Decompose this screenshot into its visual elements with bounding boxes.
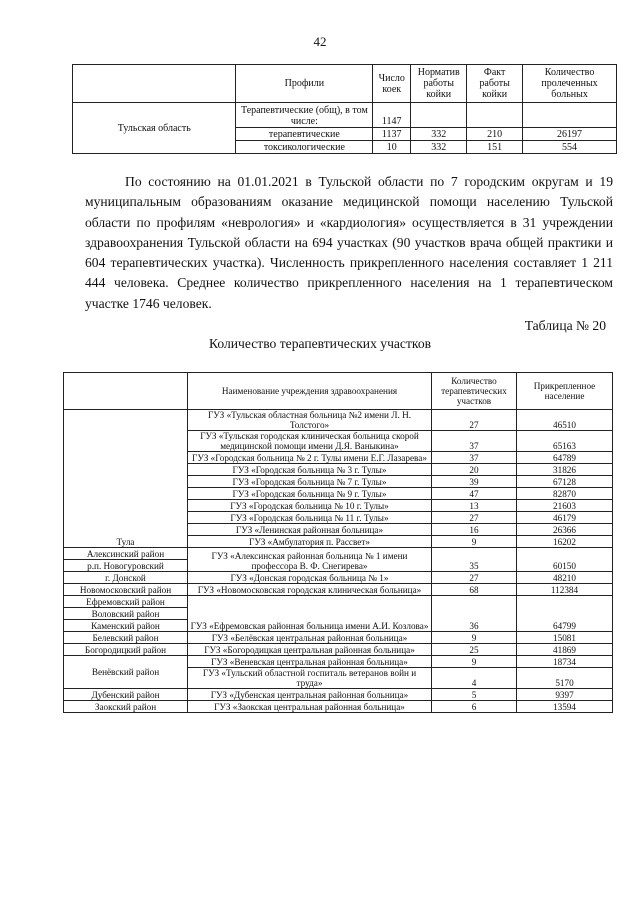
sections-cell: 35	[432, 548, 517, 572]
sections-cell: 9	[432, 632, 517, 644]
header-cell: Число коек	[373, 65, 411, 103]
population-cell: 16202	[517, 536, 613, 548]
population-cell: 64799	[517, 596, 613, 632]
org-cell: ГУЗ «Городская больница № 2 г. Тулы имени Е.Г. Лазарева»	[188, 452, 432, 464]
population-cell: 64789	[517, 452, 613, 464]
fact-cell: 151	[467, 141, 523, 154]
beds-cell: 1137	[373, 128, 411, 141]
population-cell: 46510	[517, 410, 613, 431]
table-row	[64, 656, 613, 668]
header-cell: Количество пролеченных больных	[523, 65, 617, 103]
norm-cell	[411, 103, 467, 128]
org-cell: ГУЗ «Городская больница № 10 г. Тулы»	[188, 500, 432, 512]
sections-cell: 6	[432, 701, 517, 713]
district-cell: г. Донской	[64, 572, 188, 584]
page-number: 42	[313, 34, 327, 49]
district-cell: Каменский район	[64, 620, 188, 632]
sections-cell: 27	[432, 410, 517, 431]
treated-cell: 554	[523, 141, 617, 154]
district-cell: Воловский район	[64, 608, 188, 620]
org-cell: ГУЗ «Веневская центральная районная больница»	[188, 656, 432, 668]
population-cell: 15081	[517, 632, 613, 644]
treated-cell	[523, 103, 617, 128]
header-cell: Норматив работы койки	[411, 65, 467, 103]
table-row	[64, 596, 613, 608]
population-cell: 82870	[517, 488, 613, 500]
table-row	[64, 701, 613, 713]
table-header-row	[73, 65, 617, 103]
fact-cell: 210	[467, 128, 523, 141]
table-row	[64, 548, 613, 560]
header-cell	[73, 65, 236, 103]
header-cell: Количество терапевтических участков	[432, 373, 517, 410]
population-cell: 9397	[517, 689, 613, 701]
org-cell: ГУЗ «Городская больница № 7 г. Тулы»	[188, 476, 432, 488]
population-cell: 41869	[517, 644, 613, 656]
sections-cell: 25	[432, 644, 517, 656]
population-cell: 48210	[517, 572, 613, 584]
profile-cell: Терапевтические (общ), в том числе:	[236, 103, 373, 128]
org-cell: ГУЗ «Алексинская районная больница № 1 имени профессора В. Ф. Снегирева»	[188, 548, 432, 572]
org-cell: ГУЗ «Дубенская центральная районная больница»	[188, 689, 432, 701]
population-cell: 60150	[517, 548, 613, 572]
header-cell: Профили	[236, 65, 373, 103]
beds-cell: 1147	[373, 103, 411, 128]
table-row	[64, 584, 613, 596]
org-cell: ГУЗ «Богородицкая центральная районная больница»	[188, 644, 432, 656]
district-cell: р.п. Новогуровский	[64, 560, 188, 572]
sections-cell: 37	[432, 431, 517, 452]
district-cell: Ефремовский район	[64, 596, 188, 608]
org-cell: ГУЗ «Тульская городская клиническая больница скорой медицинской помощи имени Д.Я. Ваныкина»	[188, 431, 432, 452]
sections-cell: 9	[432, 656, 517, 668]
sections-cell: 47	[432, 488, 517, 500]
table-row	[64, 410, 613, 431]
org-cell: ГУЗ «Ленинская районная больница»	[188, 524, 432, 536]
district-cell: Белевский район	[64, 632, 188, 644]
table-title: Количество терапевтических участков	[208, 336, 432, 351]
population-cell: 18734	[517, 656, 613, 668]
org-cell: ГУЗ «Городская больница № 3 г. Тулы»	[188, 464, 432, 476]
header-cell: Факт работы койки	[467, 65, 523, 103]
district-cell: Тула	[64, 410, 188, 548]
population-cell: 31826	[517, 464, 613, 476]
org-cell: ГУЗ «Белёвская центральная районная больница»	[188, 632, 432, 644]
org-cell: ГУЗ «Ефремовская районная больница имени А.И. Козлова»	[188, 596, 432, 632]
sections-cell: 16	[432, 524, 517, 536]
norm-cell: 332	[411, 141, 467, 154]
population-cell: 112384	[517, 584, 613, 596]
population-cell: 65163	[517, 431, 613, 452]
therapeutic-sections-table	[63, 372, 613, 713]
org-cell: ГУЗ «Городская больница № 11 г. Тулы»	[188, 512, 432, 524]
org-cell: ГУЗ «Новомосковская городская клиническая больница»	[188, 584, 432, 596]
table-row	[73, 103, 617, 128]
header-cell: Прикрепленное население	[517, 373, 613, 410]
sections-cell: 37	[432, 452, 517, 464]
beds-cell: 10	[373, 141, 411, 154]
org-cell: ГУЗ «Тульский областной госпиталь ветеранов войн и труда»	[188, 668, 432, 689]
sections-cell: 4	[432, 668, 517, 689]
header-cell	[64, 373, 188, 410]
population-cell: 46179	[517, 512, 613, 524]
treated-cell: 26197	[523, 128, 617, 141]
header-cell: Наименование учреждения здравоохранения	[188, 373, 432, 410]
district-cell: Дубенский район	[64, 689, 188, 701]
org-cell: ГУЗ «Донская городская больница № 1»	[188, 572, 432, 584]
population-cell: 13594	[517, 701, 613, 713]
district-cell: Новомосковский район	[64, 584, 188, 596]
body-paragraph: По состоянию на 01.01.2021 в Тульской области по 7 городским округам и 19 муниципальным образованиям оказание медицинской помощи населению Тульской области по профилям «неврология» и «кардиология» осуществляется в 31 учреждении здравоохранения Тульской области на 694 участках (90 участков врача общей практики и 604 терапевтических участка). Численность прикрепленного населения составляет 1 211 444 человека. Среднее количество прикрепленного населения на 1 терапевтическом участке 1746 человек.	[85, 174, 613, 311]
table-row	[64, 632, 613, 644]
sections-cell: 36	[432, 596, 517, 632]
district-cell: Венёвский район	[64, 656, 188, 689]
org-cell: ГУЗ «Заокская центральная районная больница»	[188, 701, 432, 713]
sections-cell: 39	[432, 476, 517, 488]
beds-profile-table	[72, 64, 617, 154]
org-cell: ГУЗ «Амбулатория п. Рассвет»	[188, 536, 432, 548]
sections-cell: 13	[432, 500, 517, 512]
district-cell: Богородицкий район	[64, 644, 188, 656]
table-row	[64, 689, 613, 701]
table-header-row	[64, 373, 613, 410]
population-cell: 21603	[517, 500, 613, 512]
table-row	[64, 572, 613, 584]
sections-cell: 27	[432, 572, 517, 584]
table-row	[64, 644, 613, 656]
sections-cell: 20	[432, 464, 517, 476]
population-cell: 5170	[517, 668, 613, 689]
profile-cell: токсикологические	[236, 141, 373, 154]
fact-cell	[467, 103, 523, 128]
population-cell: 67128	[517, 476, 613, 488]
org-cell: ГУЗ «Городская больница № 9 г. Тулы»	[188, 488, 432, 500]
sections-cell: 9	[432, 536, 517, 548]
district-cell: Алексинский район	[64, 548, 188, 560]
org-cell: ГУЗ «Тульская областная больница №2 имени Л. Н. Толстого»	[188, 410, 432, 431]
population-cell: 26366	[517, 524, 613, 536]
profile-cell: терапевтические	[236, 128, 373, 141]
district-cell: Заокский район	[64, 701, 188, 713]
table-number: Таблица № 20	[524, 318, 606, 333]
sections-cell: 27	[432, 512, 517, 524]
sections-cell: 68	[432, 584, 517, 596]
norm-cell: 332	[411, 128, 467, 141]
region-cell: Тульская область	[73, 103, 236, 154]
sections-cell: 5	[432, 689, 517, 701]
